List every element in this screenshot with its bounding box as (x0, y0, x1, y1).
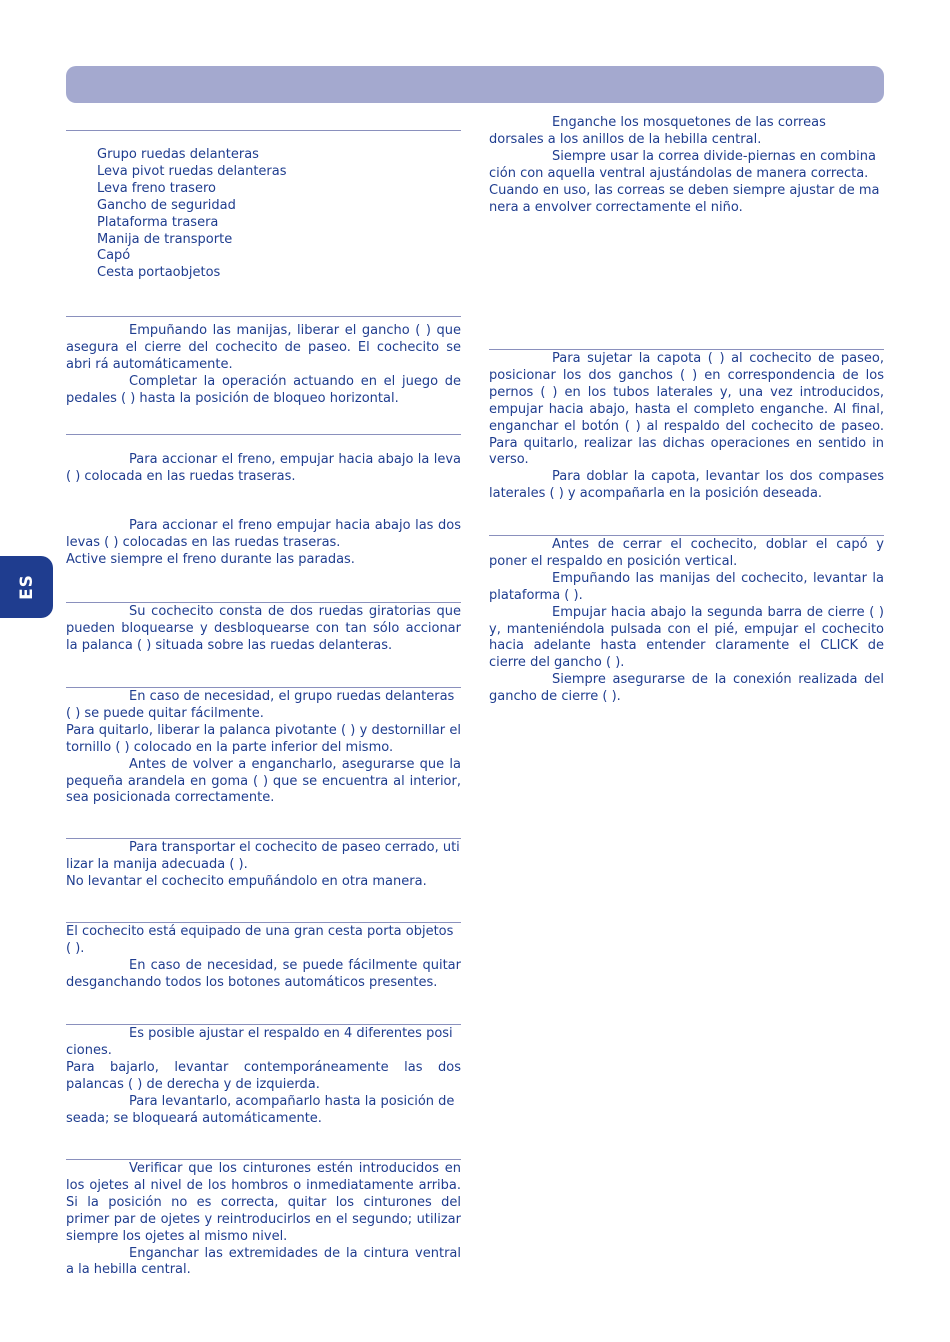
paragraph: Antes de cerrar el cochecito, doblar el capó y poner el respaldo en posición vertical. (489, 537, 884, 569)
paragraph: En caso de necesidad, el grupo ruedas delanteras ( ) se puede quitar fácilmente. (66, 689, 455, 721)
section-open (66, 316, 461, 408)
section-wheels (66, 602, 461, 655)
paragraph: Antes de volver a engancharlo, asegurarse que la pequeña arandela en goma ( ) que se encuentra al interior, sea posicionada correctamente. (66, 756, 461, 806)
paragraph: Para quitarlo, liberar la palanca pivotante ( ) y destornillar el tornillo ( ) colocado en la parte inferior del mismo. (66, 722, 461, 755)
paragraph: Para transportar el cochecito de paseo cerrado, uti lizar la manija adecuada ( ). (66, 840, 460, 872)
section-divider (66, 434, 461, 435)
paragraph: Enganche los mosquetones de las correas dorsales a los anillos de la hebilla central. (489, 115, 826, 147)
paragraph: Siempre usar la correa divide-piernas en combina ción con aquella ventral ajustándolas de manera correcta. Cuando en uso, las correas se deben siempre ajustar de ma nera a envolver correctamente el niño. (489, 148, 880, 215)
section-divider (489, 535, 884, 536)
section-parts (66, 130, 461, 282)
section-belts (66, 1159, 461, 1279)
section-divider (66, 316, 461, 317)
section-divider (66, 602, 461, 603)
section-brake-1 (66, 434, 461, 486)
list-item: Grupo ruedas delanteras (97, 147, 259, 162)
section-divider (66, 130, 461, 131)
paragraph: El cochecito está equipado de una gran cesta porta objetos ( ). (66, 924, 454, 956)
section-transport (66, 838, 461, 891)
list-item: Manija de transporte (97, 231, 233, 247)
paragraph: Empuñando las manijas del cochecito, levantar la plataforma ( ). (489, 570, 884, 603)
section-divider (66, 838, 461, 839)
section-divider (489, 349, 884, 350)
section-divider (66, 922, 461, 923)
section-backrest (66, 1024, 461, 1127)
language-tab (0, 556, 53, 618)
section-basket (66, 922, 461, 992)
paragraph: Completar la operación actuando en el juego de pedales ( ) hasta la posición de bloqueo horizontal. (66, 373, 461, 406)
section-divider (66, 687, 461, 688)
header-bar (66, 66, 884, 103)
list-item: Gancho de seguridad (97, 197, 236, 213)
paragraph: Para accionar el freno, empujar hacia abajo la leva ( ) colocada en las ruedas traseras. (66, 452, 461, 484)
list-item: Cesta portaobjetos (97, 265, 221, 281)
paragraph: Para sujetar la capota ( ) al cochecito de paseo, posicionar los dos ganchos ( ) en correspondencia de los pernos ( ) en los tubos laterales y, una vez introducidos, empujar hacia abajo, hasta el completo enganche. Al final, enganchar el botón ( ) al respaldo del cochecito de paseo. Para quitarlo, realizar las dichas operaciones en sentido in verso. (489, 351, 884, 468)
section-divider (66, 1024, 461, 1025)
paragraph: Siempre asegurarse de la conexión realizada del gancho de cierre ( ). (489, 672, 884, 705)
paragraph: Para bajarlo, levantar contemporáneamente las dos palancas ( ) de derecha y de izquierda. (66, 1059, 461, 1092)
paragraph: Empujar hacia abajo la segunda barra de cierre ( ) y, manteniéndola pulsada con el pié, empujar el cochecito hacia adelante hasta entender claramente el CLICK de cierre del gancho ( ). (489, 604, 884, 671)
parts-list (66, 147, 461, 282)
list-item: Plataforma trasera (97, 214, 219, 230)
list-item: Leva pivot ruedas delanteras (97, 163, 287, 179)
paragraph: Para levantarlo, acompañarlo hasta la posición de seada; se bloqueará automáticamente. (66, 1093, 455, 1126)
paragraph: Verificar que los cinturones estén introducidos en los ojetes al nivel de los hombros o inmediatamente arriba. Si la posición no es correcta, quitar los cinturones del primer par de ojetes y reintroducirlos en el segundo; utilizar siempre los ojetes al mismo nivel. (66, 1161, 461, 1244)
section-hood (489, 349, 884, 503)
list-item: Leva freno trasero (97, 180, 216, 196)
section-brake-2 (66, 518, 461, 569)
section-divider (66, 1159, 461, 1160)
paragraph: Empuñando las manijas, liberar el gancho ( ) que asegura el cierre del cochecito de paseo. El cochecito se abri rá automáticamente. (66, 323, 461, 372)
paragraph: Active siempre el freno durante las paradas. (66, 551, 355, 567)
paragraph: Para accionar el freno empujar hacia abajo las dos levas ( ) colocadas en las ruedas traseras. (66, 518, 461, 550)
paragraph: No levantar el cochecito empuñándolo en otra manera. (66, 873, 427, 889)
list-item: Capó (97, 248, 131, 264)
paragraph: Para doblar la capota, levantar los dos compases laterales ( ) y acompañarla en la posición deseada. (489, 469, 884, 502)
language-tab-label: ES (16, 574, 37, 600)
paragraph: Enganchar las extremidades de la cintura ventral a la hebilla central. (66, 1245, 461, 1278)
paragraph: Su cochecito consta de dos ruedas giratorias que pueden bloquearse y desbloquearse con tan sólo accionar la palanca ( ) situada sobre las ruedas delanteras. (66, 604, 461, 653)
section-close (489, 535, 884, 706)
section-belts-cont (489, 115, 884, 216)
section-wheel-group (66, 687, 461, 807)
paragraph: Es posible ajustar el respaldo en 4 diferentes posi ciones. (66, 1026, 453, 1058)
paragraph: En caso de necesidad, se puede fácilmente quitar desganchando todos los botones automáticos presentes. (66, 957, 461, 990)
